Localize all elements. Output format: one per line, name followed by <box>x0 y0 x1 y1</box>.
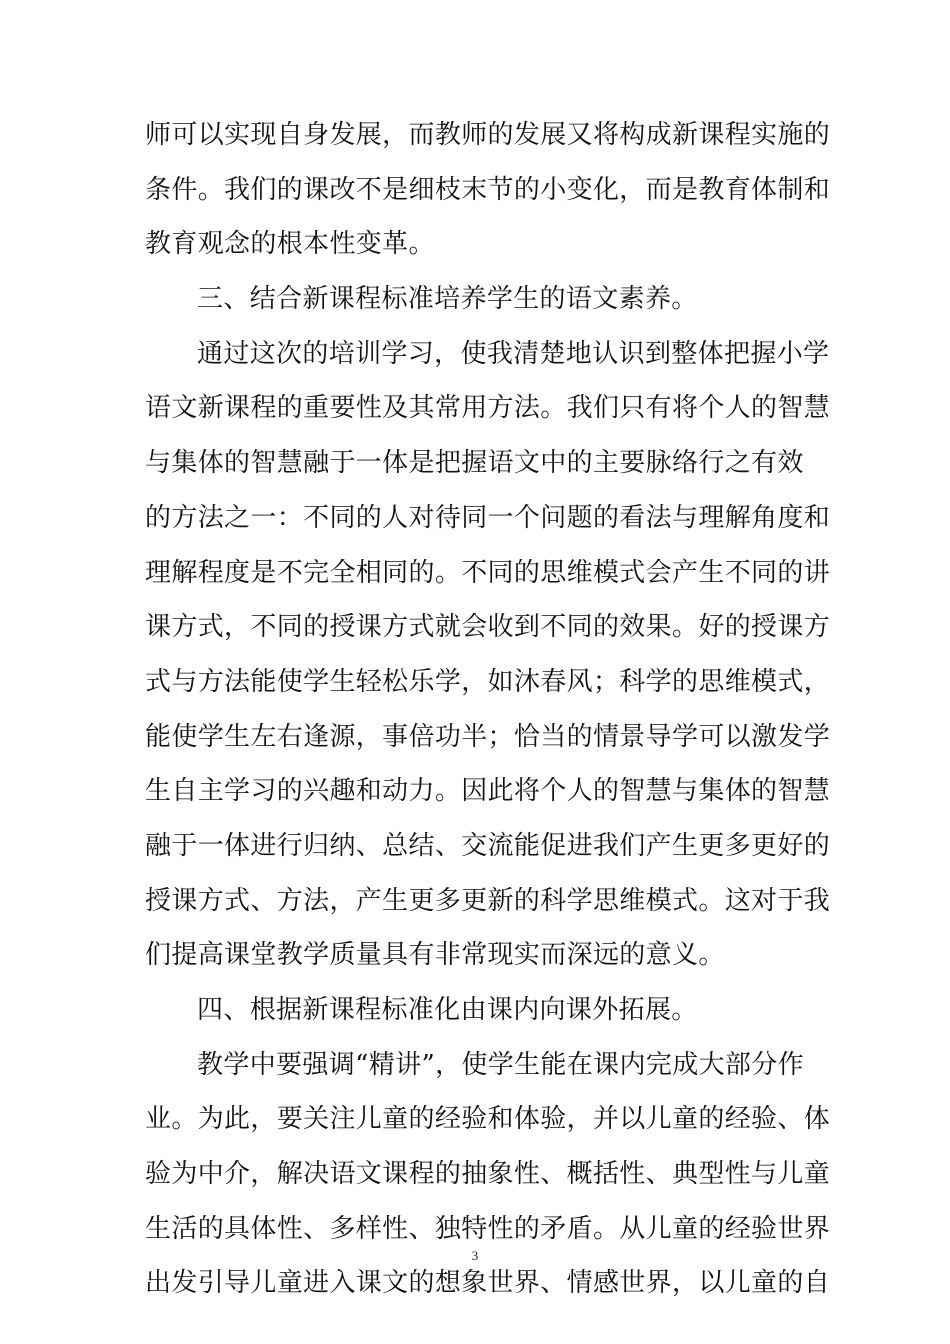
text-line: 条件。我们的课改不是细枝末节的小变化，而是教育体制和 <box>145 174 831 205</box>
text-line: 与集体的智慧融于一体是把握语文中的主要脉络行之有效 <box>145 448 804 479</box>
text-line: 师可以实现自身发展，而教师的发展又将构成新课程实施的 <box>145 120 831 150</box>
text-line: 生活的具体性、多样性、独特性的矛盾。从儿童的经验世界 <box>145 1213 831 1244</box>
text-line: 理解程度是不完全相同的。不同的思维模式会产生不同的讲 <box>145 557 831 588</box>
text-line: 能使学生左右逢源，事倍功半；恰当的情景导学可以激发学 <box>145 721 831 752</box>
text-line: 验为中介，解决语文课程的抽象性、概括性、典型性与儿童 <box>145 1159 831 1190</box>
text-line: 出发引导儿童进入课文的想象世界、情感世界，以儿童的自 <box>145 1268 831 1299</box>
text-line: 生自主学习的兴趣和动力。因此将个人的智慧与集体的智慧 <box>145 776 831 807</box>
text-line: 教育观念的根本性变革。 <box>145 229 435 260</box>
text-line: 式与方法能使学生轻松乐学，如沐春风；科学的思维模式， <box>145 666 831 697</box>
paragraph-start-line: 教学中要强调“精讲”，使学生能在课内完成大部分作 <box>197 1049 804 1080</box>
text-line: 业。为此，要关注儿童的经验和体验，并以儿童的经验、体 <box>145 1104 831 1135</box>
text-line: 融于一体进行归纳、总结、交流能促进我们产生更多更好的 <box>145 830 831 861</box>
section-heading: 四、根据新课程标准化由课内向课外拓展。 <box>197 995 698 1025</box>
text-line: 的方法之一：不同的人对待同一个问题的看法与理解角度和 <box>145 502 831 533</box>
paragraph-start-line: 通过这次的培训学习，使我清楚地认识到整体把握小学 <box>197 338 830 369</box>
text-line: 授课方式、方法，产生更多更新的科学思维模式。这对于我 <box>145 885 831 916</box>
section-heading: 三、结合新课程标准培养学生的语文素养。 <box>197 284 698 315</box>
page-number: 3 <box>471 1248 479 1263</box>
text-line: 语文新课程的重要性及其常用方法。我们只有将个人的智慧 <box>145 393 831 424</box>
text-line: 们提高课堂教学质量具有非常现实而深远的意义。 <box>145 940 725 971</box>
body-text <box>145 108 831 1311</box>
text-line: 课方式，不同的授课方式就会收到不同的效果。好的授课方 <box>145 612 831 643</box>
